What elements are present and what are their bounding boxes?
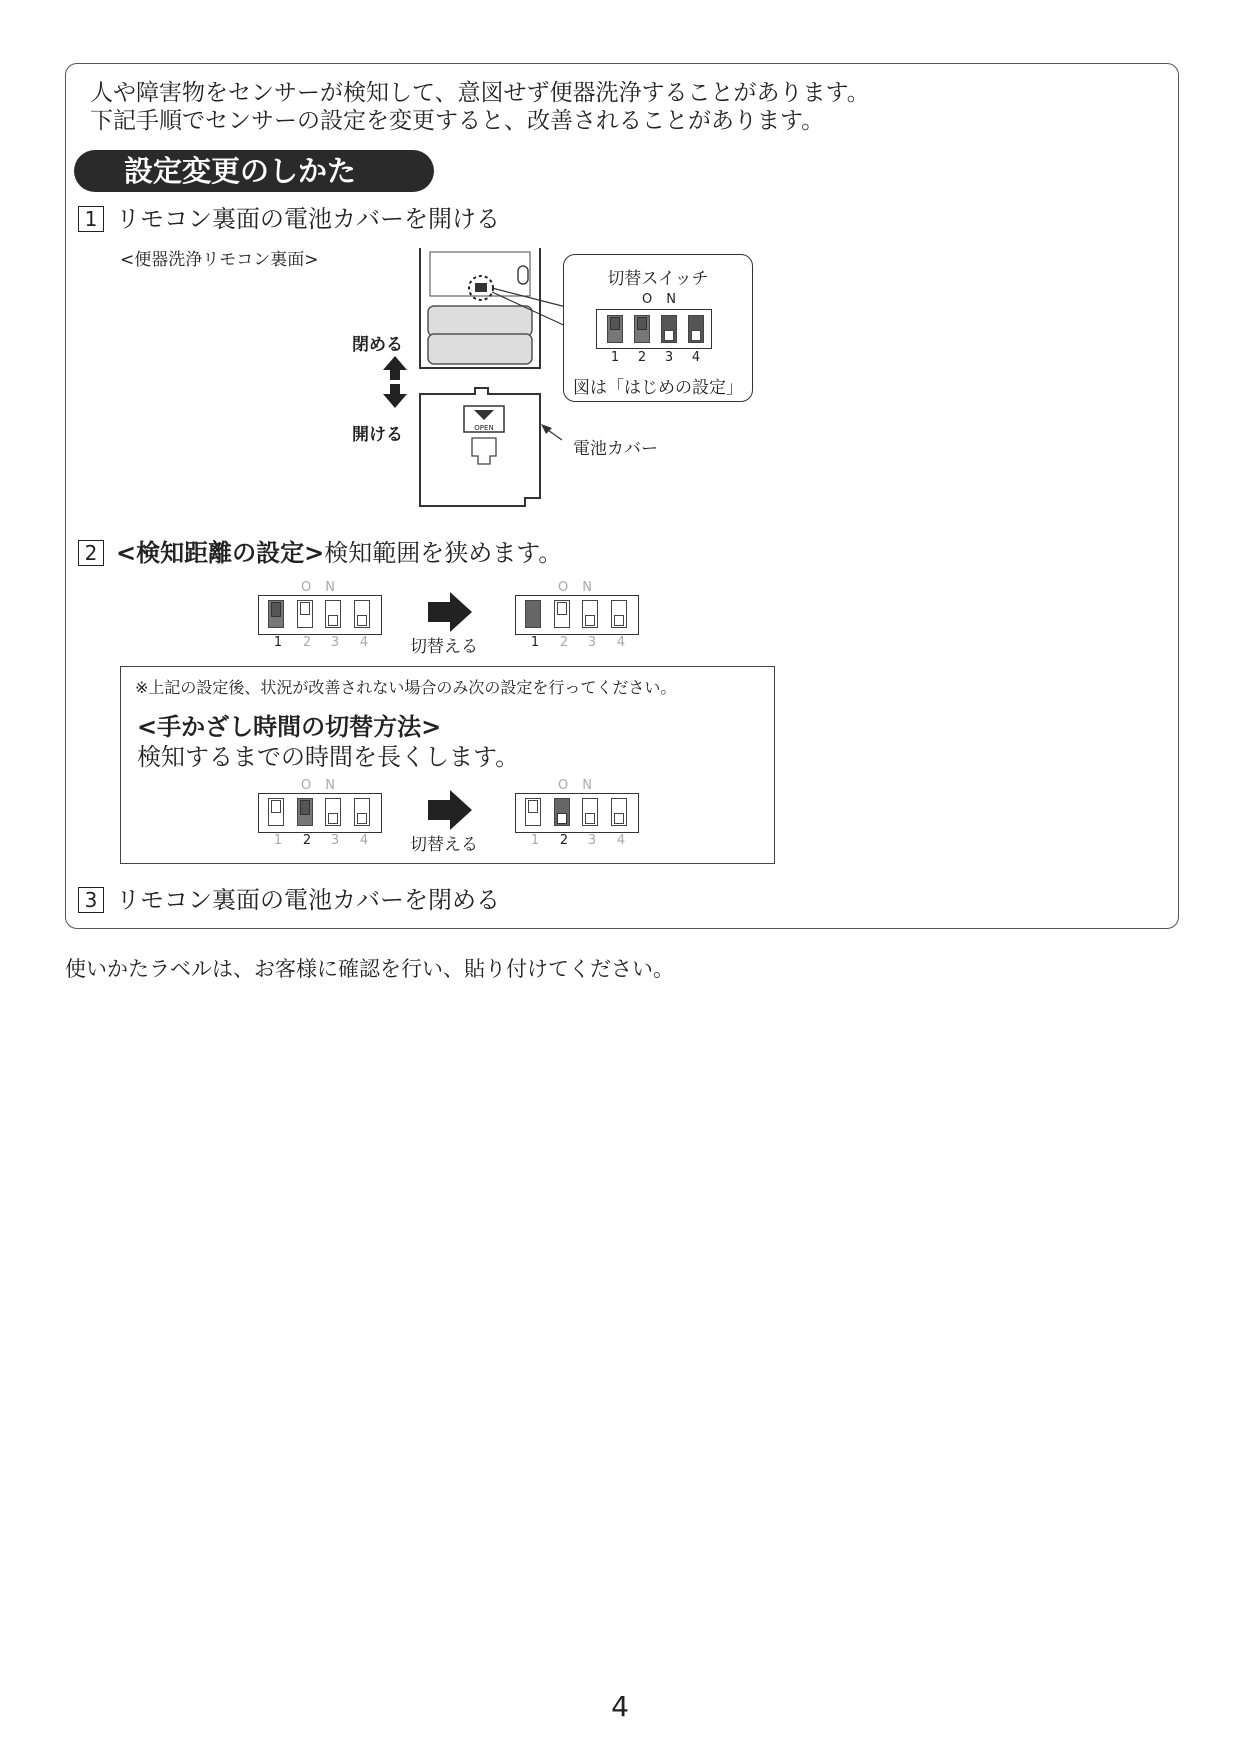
note-after-num-3: 3	[587, 833, 597, 848]
note-body: 検知するまでの時間を長くします。	[137, 743, 520, 771]
step-2	[78, 538, 562, 568]
step2-before-on-label: ON	[301, 580, 349, 595]
arrow-up-icon	[383, 356, 407, 380]
note-before-dip-switch	[258, 793, 382, 833]
step-3-text: リモコン裏面の電池カバーを閉める	[116, 886, 500, 914]
step2-before-num-1: 1	[273, 635, 283, 650]
step-2-heading-rest: 検知範囲を狭めます。	[324, 539, 563, 567]
step2-after-switch-3	[582, 600, 598, 628]
note-after-dip-switch	[515, 793, 639, 833]
remote-back-caption: <便器洗浄リモコン裏面>	[120, 250, 319, 270]
section-banner: 設定変更のしかた	[74, 150, 434, 192]
callout-switch-1	[607, 315, 623, 343]
intro-line-2: 下記手順でセンサーの設定を変更すると、改善されることがあります。	[90, 108, 825, 134]
step2-after-switch-1	[525, 600, 541, 628]
callout-num-2: 2	[637, 350, 647, 365]
step2-after-num-4: 4	[616, 635, 626, 650]
step2-before-num-3: 3	[330, 635, 340, 650]
note-before-switch-2	[297, 798, 313, 826]
callout-num-1: 1	[610, 350, 620, 365]
step2-after-switch-4	[611, 600, 627, 628]
callout-caption: 図は「はじめの設定」	[573, 378, 743, 398]
note-before-switch-4	[354, 798, 370, 826]
callout-switch-4	[688, 315, 704, 343]
note-after-on-label: ON	[558, 778, 606, 793]
footer-note: 使いかたラベルは、お客様に確認を行い、貼り付けてください。	[65, 957, 674, 981]
arrow-down-icon	[383, 384, 407, 408]
step2-after-switch-2	[554, 600, 570, 628]
note-before-on-label: ON	[301, 778, 349, 793]
open-label: 開ける	[352, 425, 403, 445]
step2-arrow-right-icon	[428, 592, 472, 632]
step-1-text: リモコン裏面の電池カバーを開ける	[116, 205, 500, 233]
callout-switch-2	[634, 315, 650, 343]
step2-after-num-1: 1	[530, 635, 540, 650]
page-number: 4	[611, 1690, 629, 1723]
step2-switch-label: 切替える	[410, 637, 478, 657]
note-after-num-4: 4	[616, 833, 626, 848]
callout-dip-switch	[596, 309, 712, 349]
step2-after-on-label: ON	[558, 580, 606, 595]
remote-illustration	[340, 248, 580, 513]
callout-num-4: 4	[691, 350, 701, 365]
step2-before-switch-1	[268, 600, 284, 628]
step2-after-num-2: 2	[559, 635, 569, 650]
note-after-switch-4	[611, 798, 627, 826]
note-before-num-2: 2	[302, 833, 312, 848]
step-2-number: 2	[78, 540, 104, 566]
step2-after-dip-switch	[515, 595, 639, 635]
note-before-num-1: 1	[273, 833, 283, 848]
note-after-switch-2	[554, 798, 570, 826]
step2-after-num-3: 3	[587, 635, 597, 650]
intro-line-1: 人や障害物をセンサーが検知して、意図せず便器洗浄することがあります。	[90, 80, 870, 106]
battery-cover-label: 電池カバー	[573, 439, 658, 459]
note-arrow-right-icon	[428, 790, 472, 830]
note-before-switch-3	[325, 798, 341, 826]
step-2-heading-bold: <検知距離の設定>	[116, 539, 325, 567]
step2-before-num-4: 4	[359, 635, 369, 650]
note-after-num-1: 1	[530, 833, 540, 848]
step-3	[78, 885, 500, 915]
note-before-switch-1	[268, 798, 284, 826]
step2-before-switch-4	[354, 600, 370, 628]
callout-switch-3	[661, 315, 677, 343]
callout-on-label: ON	[642, 292, 690, 307]
open-tag: OPEN	[474, 424, 494, 432]
step-1-number: 1	[78, 206, 104, 232]
note-heading: <手かざし時間の切替方法>	[137, 713, 442, 741]
step2-before-switch-2	[297, 600, 313, 628]
close-label: 閉める	[352, 335, 403, 355]
note-text: ※上記の設定後、状況が改善されない場合のみ次の設定を行ってください。	[135, 678, 677, 697]
step2-before-dip-switch	[258, 595, 382, 635]
step-3-number: 3	[78, 887, 104, 913]
note-before-num-4: 4	[359, 833, 369, 848]
note-switch-label: 切替える	[410, 835, 478, 855]
step-1	[78, 204, 500, 234]
note-after-switch-1	[525, 798, 541, 826]
note-after-num-2: 2	[559, 833, 569, 848]
step2-before-switch-3	[325, 600, 341, 628]
note-before-num-3: 3	[330, 833, 340, 848]
step2-before-num-2: 2	[302, 635, 312, 650]
note-after-switch-3	[582, 798, 598, 826]
switch-callout	[563, 254, 753, 402]
callout-title: 切替スイッチ	[607, 269, 709, 289]
callout-num-3: 3	[664, 350, 674, 365]
